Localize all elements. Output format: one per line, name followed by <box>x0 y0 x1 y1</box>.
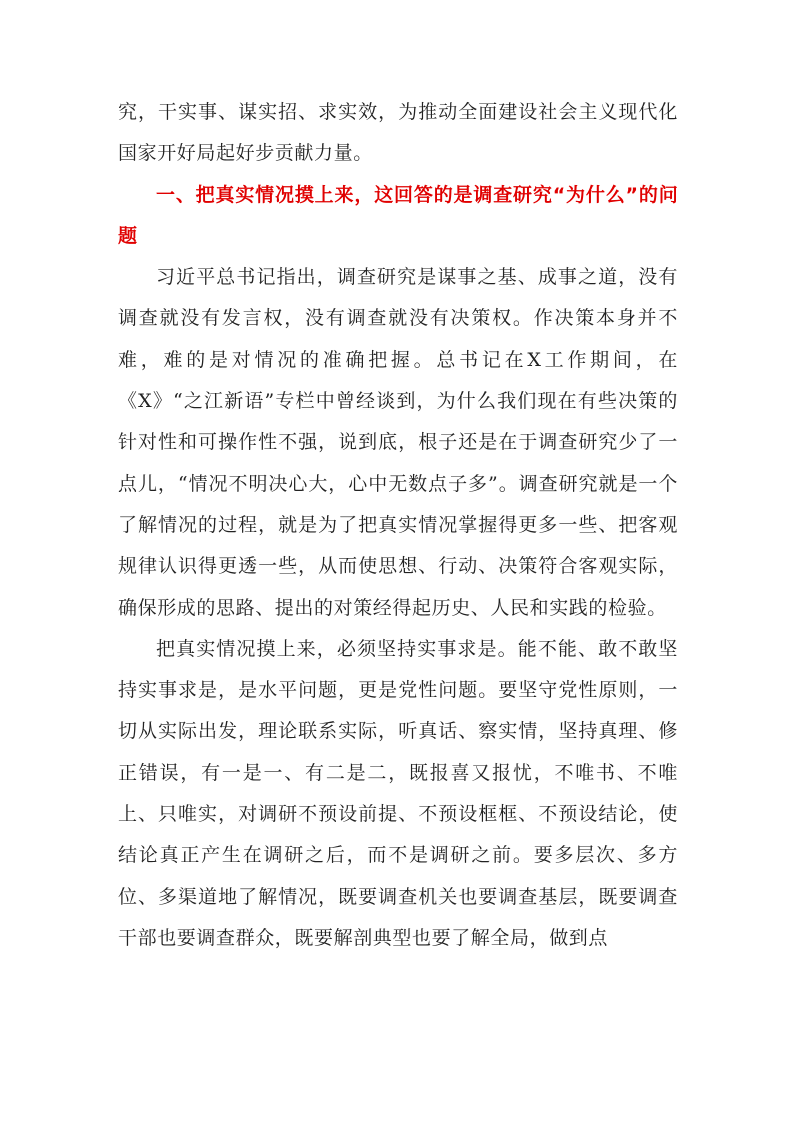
body-paragraph-2: 把真实情况摸上来，必须坚持实事求是。能不能、敢不敢坚持实事求是，是水平问题，更是党性问题。要坚守党性原则，一切从实际出发，理论联系实际，听真话、察实情，坚持真理、修正错误，有一是一、有二是二，既报喜又报忧，不唯书、不唯上、只唯实，对调研不预设前提、不预设框框、不预设结论，使结论真正产生在调研之后，而不是调研之前。要多层次、多方位、多渠道地了解情况，既要调查机关也要调查基层，既要调查干部也要调查群众，既要解剖典型也要了解全局，做到点 <box>118 637 678 949</box>
document-body <box>118 92 678 959</box>
section-heading: 一、把真实情况摸上来，这回答的是调查研究“为什么”的问题 <box>118 183 678 247</box>
continued-paragraph: 究，干实事、谋实招、求实效，为推动全面建设社会主义现代化国家开好局起好步贡献力量。 <box>118 101 678 165</box>
body-paragraph-1: 习近平总书记指出，调查研究是谋事之基、成事之道，没有调查就没有发言权，没有调查就没有决策权。作决策本身并不难，难的是对情况的准确把握。总书记在X工作期间，在《X》“之江新语”专栏中曾经谈到，为什么我们现在有些决策的针对性和可操作性不强，说到底，根子还是在于调查研究少了一点儿，“情况不明决心大，心中无数点子多”。调查研究就是一个了解情况的过程，就是为了把真实情况掌握得更多一些、把客观规律认识得更透一些，从而使思想、行动、决策符合客观实际，确保形成的思路、提出的对策经得起历史、人民和实践的检验。 <box>118 266 678 619</box>
